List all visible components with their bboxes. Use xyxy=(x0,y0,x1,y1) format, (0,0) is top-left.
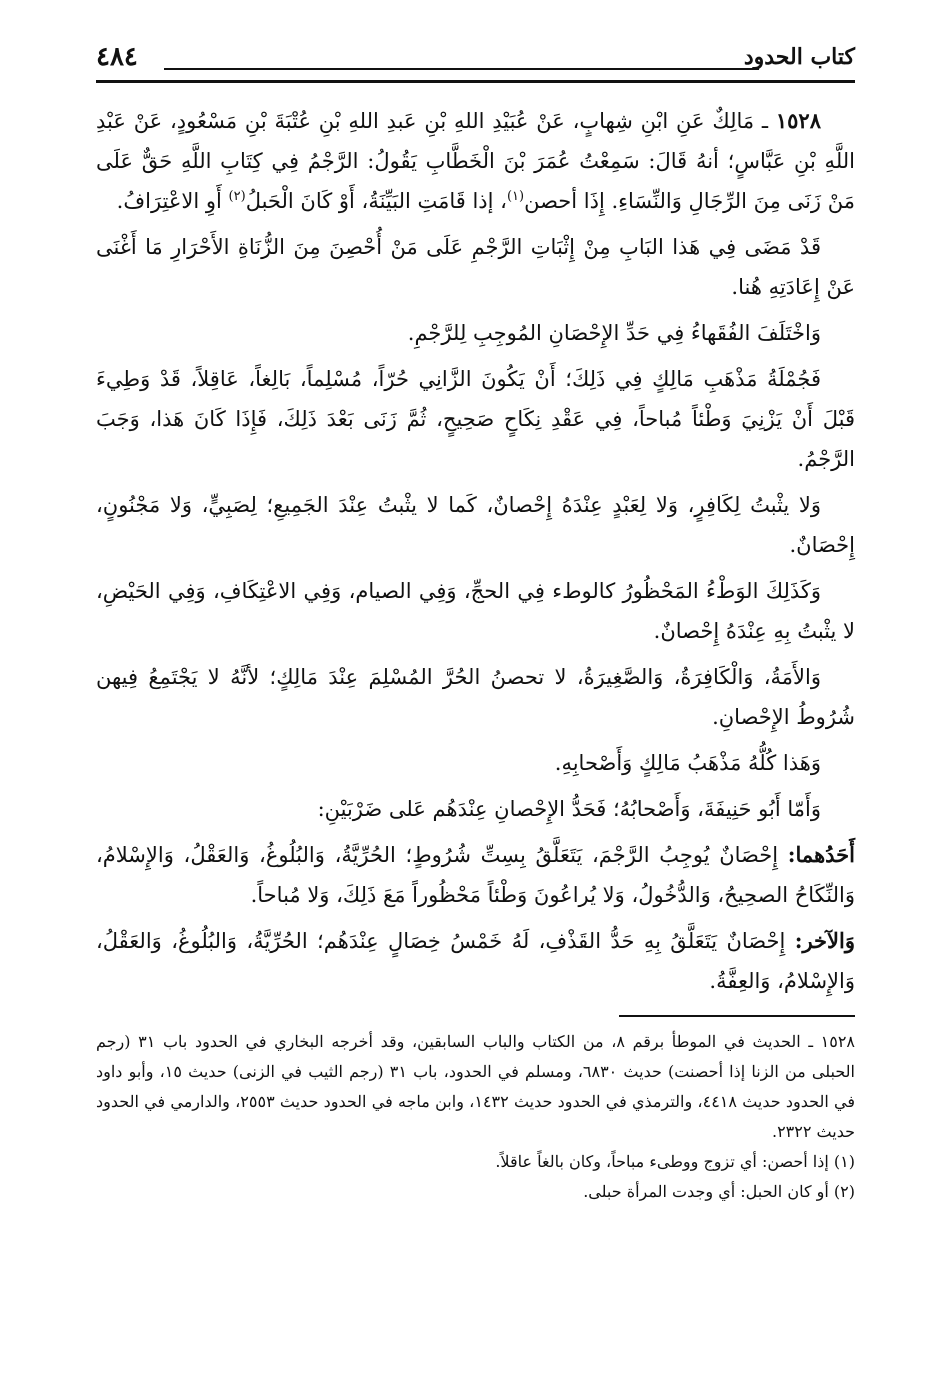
paragraph-9 xyxy=(96,835,855,915)
footnote-separator xyxy=(619,1015,855,1017)
footnote-2: (٢) أو كان الحبل: أي وجدت المرأة حبلى. xyxy=(583,1182,855,1201)
footnote-ref-1[interactable]: (١) xyxy=(506,189,525,204)
running-title: كتاب الحدود xyxy=(743,44,855,70)
footnote-ref-2[interactable]: (٢) xyxy=(228,189,246,204)
footnote-1: (١) إذا أحصن: أي تزوج ووطىء مباحاً، وكان بالغاً عاقلاً. xyxy=(495,1152,855,1171)
hadith-paragraph xyxy=(96,101,855,221)
book-page xyxy=(96,38,855,1346)
paragraph-9-lead: أَحَدُهما: xyxy=(787,842,855,867)
page-header xyxy=(96,38,855,83)
main-text xyxy=(96,101,855,1001)
hadith-number: ١٥٢٨ xyxy=(775,108,821,133)
page-number: ٤٨٤ xyxy=(96,42,138,72)
footnote-source: ١٥٢٨ ـ الحديث في الموطأ برقم ٨، من الكتاب والباب السابقين، وقد أخرجه البخاري في الحدود باب ٣١ (رجم الحبلى من الزنا إذا أحصنت) حديث ٦٨٣٠، ومسلم في الحدود، باب ٣١ (رجم الثيب في الزنى) حديث ١٥، وأبو داود في الحدود حديث ٤٤١٨، والترمذي في الحدود حديث ١٤٣٢، وابن ماجه في الحدود حديث ٢٥٥٣، والدارمي في الحدود حديث ٢٣٢٢. xyxy=(96,1032,856,1141)
paragraph-3: فَجُمْلَةُ مَذْهَبِ مَالِكٍ فِي ذَلِكَ؛ أَنْ يَكُونَ الزَّانِي حُرّاً، مُسْلِماً، بَالِغاً، عَاقِلاً، قَدْ وَطِيءَ قَبْلَ أَنْ يَزْنِيَ وَطْئاً مُباحاً، فِي عَقْدِ نِكَاحٍ صَحِيحٍ، ثُمَّ زَنَى بَعْدَ ذَلِكَ، فَإِذَا كَانَ هَذا، وَجَبَ الرَّجْمُ. xyxy=(96,367,855,471)
footnotes xyxy=(96,1027,855,1207)
paragraph-4: وَلا يثْبتُ لِكَافِرٍ، وَلا لِعَبْدٍ عِنْدَهُ إِحْصانٌ، كَما لا يثْبتُ عِنْدَ الجَمِيعِ؛ لِصَبِيٍّ، وَلا مَجْنُونٍ، إِحْصَانٌ. xyxy=(96,493,855,557)
paragraph-8: وَأَمّا أَبُو حَنِيفَةَ، وَأَصْحابُهُ؛ فَحَدُّ الإِحْصانِ عِنْدَهُم عَلى ضَرْبَيْنِ: xyxy=(317,797,821,821)
paragraph-7: وَهَذا كُلُّهُ مَذْهَبُ مَالِكٍ وَأَصْحابِهِ. xyxy=(554,751,821,775)
paragraph-6: وَالأَمَةُ، وَالْكَافِرَةُ، وَالصَّغِيرَةُ، لا تحصنُ الحُرَّ المُسْلِمَ عِنْدَ مَالِكٍ؛ لأنَّهُ لا يَجْتَمِعُ فِيهن شُرُوطُ الإِحْصانِ. xyxy=(96,665,855,729)
paragraph-2: وَاخْتَلَفَ الفُقَهاءُ فِي حَدِّ الإِحْصَانِ المُوجِبِ لِلرَّجْمِ. xyxy=(407,321,821,345)
hadith-text-2: ، إذا قَامَتِ البَيِّنَةُ، أَوْ كَانَ الْحَبلُ xyxy=(245,189,507,213)
paragraph-9-text: إِحْصَانٌ يُوجِبُ الرَّجْمَ، يَتَعَلَّقُ بِسِتِّ شُرُوطٍ؛ الحُرِّيَّةُ، وَالبُلُوغُ، وَالعَقْلُ، وَالإِسْلامُ، وَالنِّكَاحُ الصحِيحُ، وَالدُّخُولُ، وَلا يُراعُونَ وَطْئاً مَحْظُوراً مَعَ ذَلِكَ، وَلا مُباحاً. xyxy=(96,843,855,907)
hadith-text: ـ مَالِكٌ عَنِ ابْنِ شِهابٍ، عَنْ عُبَيْدِ اللهِ بْنِ عَبدِ اللهِ بْنِ عُتْبَةَ بْنِ مَسْعُودٍ، عَنْ عَبْدِ اللَّهِ بْنِ عَبَّاسٍ؛ أنهُ قَالَ: سَمِعْتُ عُمَرَ بْنَ الْخَطَّابِ يَقُولُ: الرَّجْمُ فِي كِتَابِ اللَّهِ حَقٌّ عَلَى مَنْ زَنَى مِنَ الرِّجَالِ وَالنِّسَاءِ. إِذَا أحصن xyxy=(96,109,855,213)
hadith-text-3: أَوِ الاعْتِرَافُ. xyxy=(116,189,229,213)
paragraph-1: قَدْ مَضَى فِي هَذا البَابِ مِنْ إِثْبَاتِ الرَّجْمِ عَلَى مَنْ أُحْصِنَ مِنَ الزُّنَاةِ الأَحْرَارِ مَا أَغْنَى عَنْ إِعَادَتِهِ هُنا. xyxy=(96,235,855,299)
paragraph-5: وَكَذَلِكَ الوَطْءُ المَحْظُورُ كالوطء فِي الحجِّ، وَفِي الصيام، وَفِي الاعْتِكَافِ، وَفِي الحَيْضِ، لا يثْبتُ بِهِ عِنْدَهُ إِحْصانٌ. xyxy=(96,579,855,643)
paragraph-10-lead: وَالآخر: xyxy=(794,928,855,953)
header-rule xyxy=(164,68,759,70)
paragraph-10-text: إِحْصَانٌ يَتَعَلَّقُ بِهِ حَدُّ القَذْفِ، لَهُ خَمْسُ خِصَالٍ عِنْدَهُم؛ الحُرِّيَّةُ، وَالبُلُوغُ، وَالعَقْلُ، وَالإِسْلامُ، وَالعِفَّةُ. xyxy=(96,929,855,993)
paragraph-10 xyxy=(96,921,855,1001)
